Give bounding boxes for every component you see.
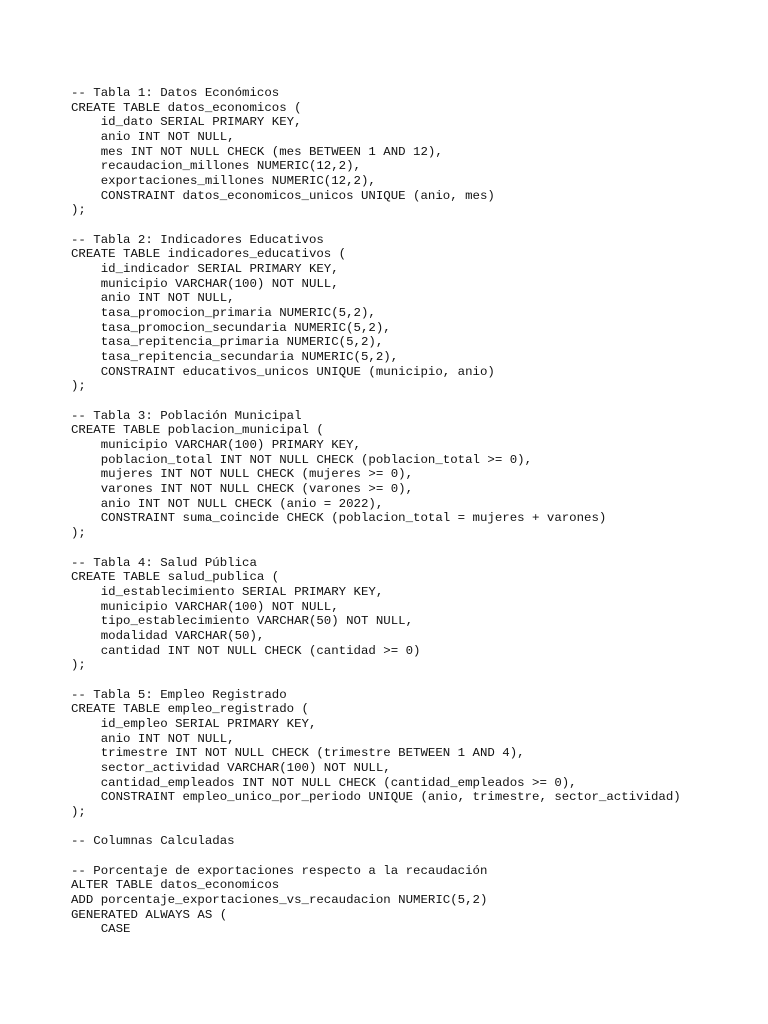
code-line: tasa_repitencia_secundaria NUMERIC(5,2), <box>71 350 399 365</box>
code-line: cantidad_empleados INT NOT NULL CHECK (cantidad_empleados >= 0), <box>71 775 577 790</box>
code-line: trimestre INT NOT NULL CHECK (trimestre BETWEEN 1 AND 4), <box>71 746 525 761</box>
code-line: ); <box>71 203 86 218</box>
code-line: tasa_repitencia_primaria NUMERIC(5,2), <box>71 335 384 350</box>
code-line: id_dato SERIAL PRIMARY KEY, <box>71 115 302 130</box>
code-line: ); <box>71 658 86 673</box>
code-line: CASE <box>71 922 131 937</box>
code-line: municipio VARCHAR(100) PRIMARY KEY, <box>71 438 361 453</box>
code-line: anio INT NOT NULL, <box>71 731 235 746</box>
code-line: CREATE TABLE poblacion_municipal ( <box>71 423 324 438</box>
code-line: ADD porcentaje_exportaciones_vs_recaudacion NUMERIC(5,2) <box>71 892 488 907</box>
code-line: GENERATED ALWAYS AS ( <box>71 907 228 922</box>
code-line: ALTER TABLE datos_economicos <box>71 878 280 893</box>
code-line <box>71 673 681 688</box>
code-line: CREATE TABLE indicadores_educativos ( <box>71 247 347 262</box>
code-line: ); <box>71 526 86 541</box>
code-line: sector_actividad VARCHAR(100) NOT NULL, <box>71 760 391 775</box>
code-line: id_establecimiento SERIAL PRIMARY KEY, <box>71 584 384 599</box>
code-line: id_indicador SERIAL PRIMARY KEY, <box>71 262 339 277</box>
code-line: municipio VARCHAR(100) NOT NULL, <box>71 599 339 614</box>
code-line <box>71 849 681 864</box>
code-line: varones INT NOT NULL CHECK (varones >= 0), <box>71 482 414 497</box>
code-line: recaudacion_millones NUMERIC(12,2), <box>71 159 361 174</box>
code-line: mujeres INT NOT NULL CHECK (mujeres >= 0), <box>71 467 414 482</box>
code-line: tipo_establecimiento VARCHAR(50) NOT NULL, <box>71 614 414 629</box>
code-line: poblacion_total INT NOT NULL CHECK (poblacion_total >= 0), <box>71 452 533 467</box>
sql-code-block <box>71 86 681 937</box>
code-line: ); <box>71 804 86 819</box>
code-line: -- Porcentaje de exportaciones respecto a la recaudación <box>71 863 488 878</box>
code-line: -- Tabla 4: Salud Pública <box>71 555 257 570</box>
code-line: exportaciones_millones NUMERIC(12,2), <box>71 174 376 189</box>
code-line: CONSTRAINT datos_economicos_unicos UNIQUE (anio, mes) <box>71 188 495 203</box>
code-line: modalidad VARCHAR(50), <box>71 628 265 643</box>
code-line: -- Columnas Calculadas <box>71 834 235 849</box>
code-line: tasa_promocion_primaria NUMERIC(5,2), <box>71 306 376 321</box>
code-line: -- Tabla 5: Empleo Registrado <box>71 687 287 702</box>
code-line: mes INT NOT NULL CHECK (mes BETWEEN 1 AND 12), <box>71 144 443 159</box>
code-line: cantidad INT NOT NULL CHECK (cantidad >= 0) <box>71 643 421 658</box>
code-line <box>71 218 681 233</box>
code-line: CREATE TABLE empleo_registrado ( <box>71 702 309 717</box>
code-line: municipio VARCHAR(100) NOT NULL, <box>71 276 339 291</box>
code-line: CONSTRAINT empleo_unico_por_periodo UNIQUE (anio, trimestre, sector_actividad) <box>71 790 681 805</box>
code-line: anio INT NOT NULL, <box>71 291 235 306</box>
code-line <box>71 394 681 409</box>
code-line: CONSTRAINT suma_coincide CHECK (poblacion_total = mujeres + varones) <box>71 511 607 526</box>
code-line <box>71 541 681 556</box>
code-line: CREATE TABLE datos_economicos ( <box>71 100 302 115</box>
code-line: -- Tabla 2: Indicadores Educativos <box>71 232 324 247</box>
code-line: id_empleo SERIAL PRIMARY KEY, <box>71 716 317 731</box>
code-line: anio INT NOT NULL CHECK (anio = 2022), <box>71 496 384 511</box>
code-line: -- Tabla 3: Población Municipal <box>71 408 302 423</box>
code-line: -- Tabla 1: Datos Económicos <box>71 86 280 100</box>
code-line <box>71 820 681 835</box>
code-line: ); <box>71 379 86 394</box>
code-line: anio INT NOT NULL, <box>71 130 235 145</box>
code-line: CREATE TABLE salud_publica ( <box>71 570 280 585</box>
code-line: CONSTRAINT educativos_unicos UNIQUE (municipio, anio) <box>71 364 495 379</box>
code-line: tasa_promocion_secundaria NUMERIC(5,2), <box>71 320 391 335</box>
